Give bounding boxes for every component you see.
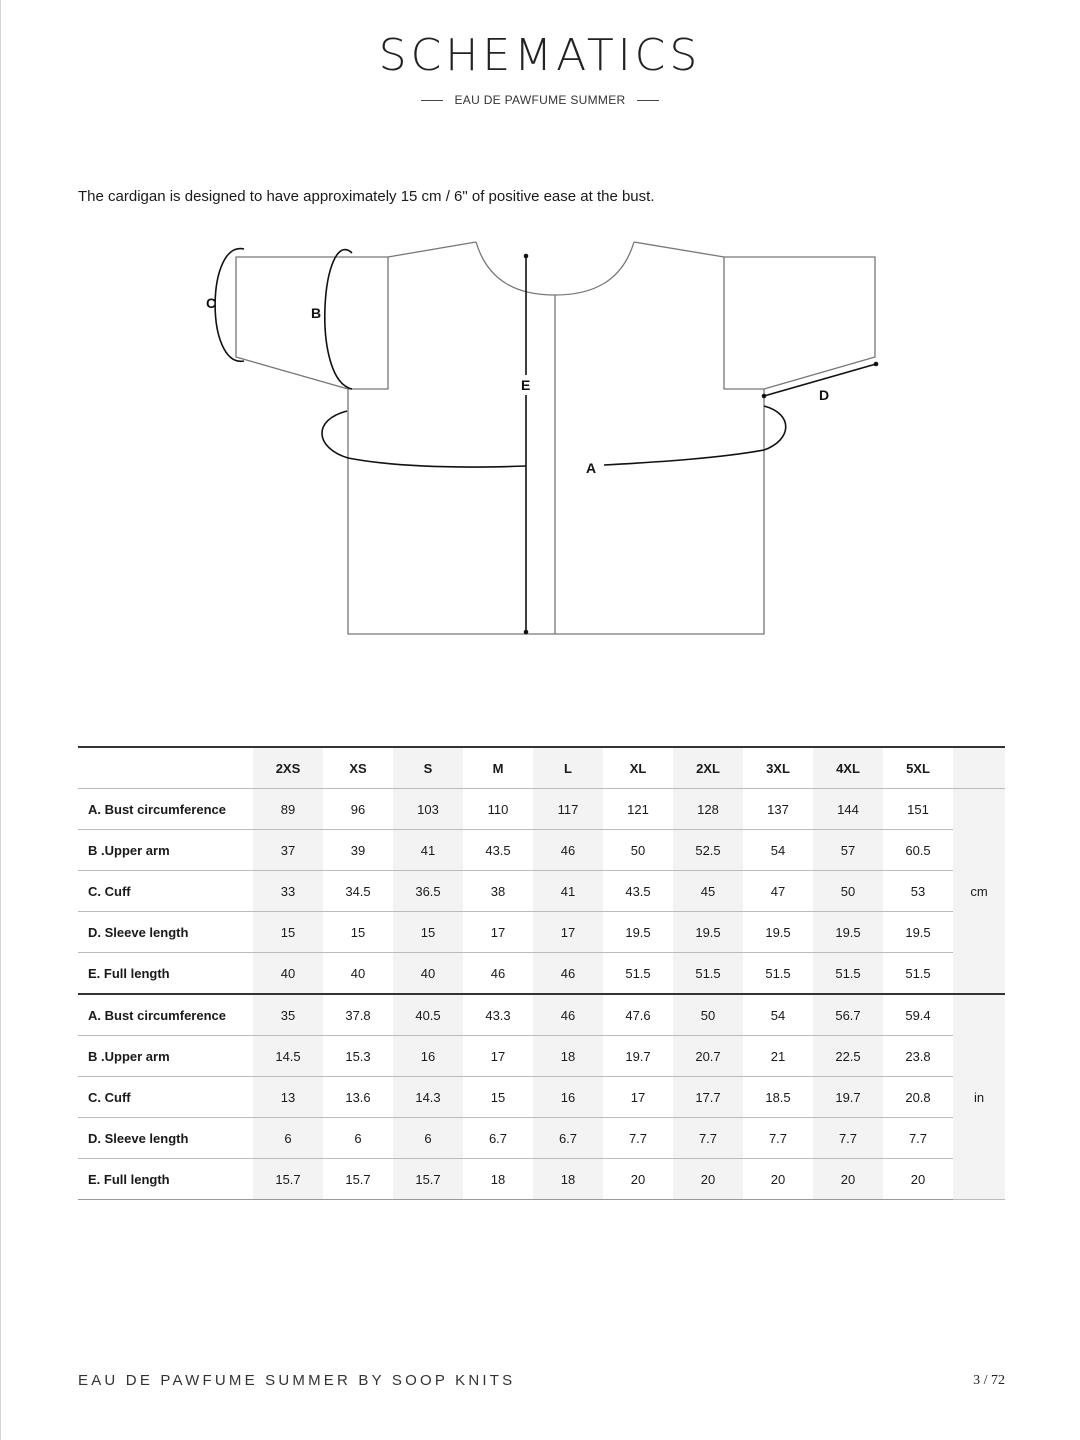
table-cell: 19.7 [813,1077,883,1118]
table-cell: 22.5 [813,1036,883,1077]
table-cell: 15.3 [323,1036,393,1077]
row-label: A. Bust circumference [78,994,253,1036]
table-cell: 6.7 [463,1118,533,1159]
subtitle [0,93,1080,107]
table-cell: 57 [813,830,883,871]
table-cell: 18.5 [743,1077,813,1118]
table-cell: 40 [393,953,463,995]
size-header: 5XL [883,747,953,789]
size-header: XS [323,747,393,789]
table-row [78,912,1005,953]
table-cell: 36.5 [393,871,463,912]
table-cell: 50 [673,994,743,1036]
table-cell: 110 [463,789,533,830]
table-cell: 51.5 [673,953,743,995]
row-label: D. Sleeve length [78,912,253,953]
table-cell: 46 [533,953,603,995]
table-cell: 17 [533,912,603,953]
table-cell: 7.7 [813,1118,883,1159]
unit-label: cm [953,789,1005,995]
header-blank [78,747,253,789]
table-cell: 7.7 [673,1118,743,1159]
subtitle-text: EAU DE PAWFUME SUMMER [454,93,626,107]
table-cell: 128 [673,789,743,830]
table-cell: 39 [323,830,393,871]
table-row [78,830,1005,871]
table-cell: 20 [603,1159,673,1200]
table-cell: 89 [253,789,323,830]
size-table [78,746,1005,1200]
table-cell: 60.5 [883,830,953,871]
table-cell: 151 [883,789,953,830]
table-cell: 51.5 [743,953,813,995]
table-cell: 40.5 [393,994,463,1036]
table-cell: 144 [813,789,883,830]
table-cell: 20 [883,1159,953,1200]
table-cell: 117 [533,789,603,830]
table-cell: 46 [533,994,603,1036]
table-cell: 33 [253,871,323,912]
cardigan-schematic [0,230,1080,650]
table-cell: 6 [253,1118,323,1159]
table-cell: 37 [253,830,323,871]
table-cell: 16 [533,1077,603,1118]
table-cell: 18 [463,1159,533,1200]
table-cell: 15 [323,912,393,953]
page-number: 3 / 72 [973,1373,1005,1388]
intro-text: The cardigan is designed to have approximately 15 cm / 6" of positive ease at the bust. [78,188,655,205]
sleeve-length-endpoint-left [762,394,767,399]
bust-measure-line-back-right [764,406,786,450]
size-header: 3XL [743,747,813,789]
size-header: M [463,747,533,789]
table-cell: 15 [253,912,323,953]
table-cell: 20.7 [673,1036,743,1077]
table-row [78,994,1005,1036]
size-header: XL [603,747,673,789]
bust-measure-line-front-right [604,450,764,465]
table-cell: 19.5 [673,912,743,953]
table-cell: 6 [323,1118,393,1159]
table-cell: 121 [603,789,673,830]
table-cell: 20 [743,1159,813,1200]
table-cell: 17.7 [673,1077,743,1118]
label-c: C [206,295,217,311]
table-cell: 17 [603,1077,673,1118]
full-length-endpoint-bottom [524,630,529,635]
page-edge [0,0,1,1440]
table-cell: 47.6 [603,994,673,1036]
table-cell: 50 [813,871,883,912]
table-cell: 56.7 [813,994,883,1036]
table-cell: 47 [743,871,813,912]
footer-title: EAU DE PAWFUME SUMMER BY SOOP KNITS [78,1372,516,1389]
table-cell: 19.5 [743,912,813,953]
table-cell: 6.7 [533,1118,603,1159]
shoulder-left [388,242,476,257]
table-cell: 37.8 [323,994,393,1036]
table-cell: 7.7 [883,1118,953,1159]
bust-measure-line-front-left [348,458,526,467]
table-cell: 23.8 [883,1036,953,1077]
table-cell: 15.7 [393,1159,463,1200]
table-cell: 51.5 [603,953,673,995]
subtitle-rule-left [421,100,443,101]
table-cell: 15.7 [253,1159,323,1200]
unit-label: in [953,994,1005,1200]
label-b: B [311,305,322,321]
row-label: E. Full length [78,953,253,995]
table-cell: 19.7 [603,1036,673,1077]
row-label: B .Upper arm [78,830,253,871]
table-cell: 40 [253,953,323,995]
table-cell: 59.4 [883,994,953,1036]
row-label: A. Bust circumference [78,789,253,830]
table-cell: 43.5 [463,830,533,871]
table-cell: 53 [883,871,953,912]
size-header: 2XS [253,747,323,789]
table-cell: 54 [743,994,813,1036]
upper-arm-measure-line [325,250,352,389]
row-label: C. Cuff [78,871,253,912]
table-cell: 14.5 [253,1036,323,1077]
table-cell: 19.5 [813,912,883,953]
table-cell: 137 [743,789,813,830]
table-cell: 7.7 [603,1118,673,1159]
table-cell: 15 [393,912,463,953]
table-row [78,871,1005,912]
table-row [78,953,1005,995]
label-e: E [521,377,531,393]
table-row [78,1118,1005,1159]
table-cell: 40 [323,953,393,995]
table-cell: 19.5 [883,912,953,953]
table-cell: 35 [253,994,323,1036]
table-row [78,1077,1005,1118]
table-cell: 16 [393,1036,463,1077]
table-row [78,1036,1005,1077]
table-cell: 17 [463,912,533,953]
table-cell: 7.7 [743,1118,813,1159]
size-header: 4XL [813,747,883,789]
table-cell: 21 [743,1036,813,1077]
table-cell: 20 [813,1159,883,1200]
table-cell: 96 [323,789,393,830]
table-cell: 20 [673,1159,743,1200]
table-cell: 14.3 [393,1077,463,1118]
sleeve-length-endpoint-right [874,362,879,367]
subtitle-rule-right [637,100,659,101]
table-cell: 52.5 [673,830,743,871]
table-cell: 15 [463,1077,533,1118]
table-cell: 17 [463,1036,533,1077]
table-cell: 41 [533,871,603,912]
table-cell: 46 [533,830,603,871]
cuff-measure-line [215,249,244,362]
table-cell: 13 [253,1077,323,1118]
size-header: S [393,747,463,789]
row-label: B .Upper arm [78,1036,253,1077]
table-cell: 51.5 [883,953,953,995]
table-cell: 13.6 [323,1077,393,1118]
table-cell: 50 [603,830,673,871]
table-cell: 103 [393,789,463,830]
bust-measure-line-back [322,411,348,458]
page-title: SCHEMATICS [378,30,702,81]
table-row [78,789,1005,830]
table-cell: 18 [533,1159,603,1200]
size-header-row [78,747,1005,789]
table-cell: 41 [393,830,463,871]
table-cell: 43.5 [603,871,673,912]
row-label: D. Sleeve length [78,1118,253,1159]
label-d: D [819,387,830,403]
size-header: 2XL [673,747,743,789]
table-row [78,1159,1005,1200]
neckline [476,242,634,295]
table-cell: 46 [463,953,533,995]
table-cell: 45 [673,871,743,912]
label-a: A [586,460,597,476]
unit-header [953,747,1005,789]
size-header: L [533,747,603,789]
table-cell: 34.5 [323,871,393,912]
row-label: C. Cuff [78,1077,253,1118]
table-cell: 54 [743,830,813,871]
table-cell: 51.5 [813,953,883,995]
table-cell: 15.7 [323,1159,393,1200]
table-cell: 43.3 [463,994,533,1036]
row-label: E. Full length [78,1159,253,1200]
shoulder-right [634,242,724,257]
table-cell: 38 [463,871,533,912]
full-length-endpoint-top [524,254,529,259]
table-cell: 19.5 [603,912,673,953]
table-cell: 20.8 [883,1077,953,1118]
table-cell: 18 [533,1036,603,1077]
table-cell: 6 [393,1118,463,1159]
